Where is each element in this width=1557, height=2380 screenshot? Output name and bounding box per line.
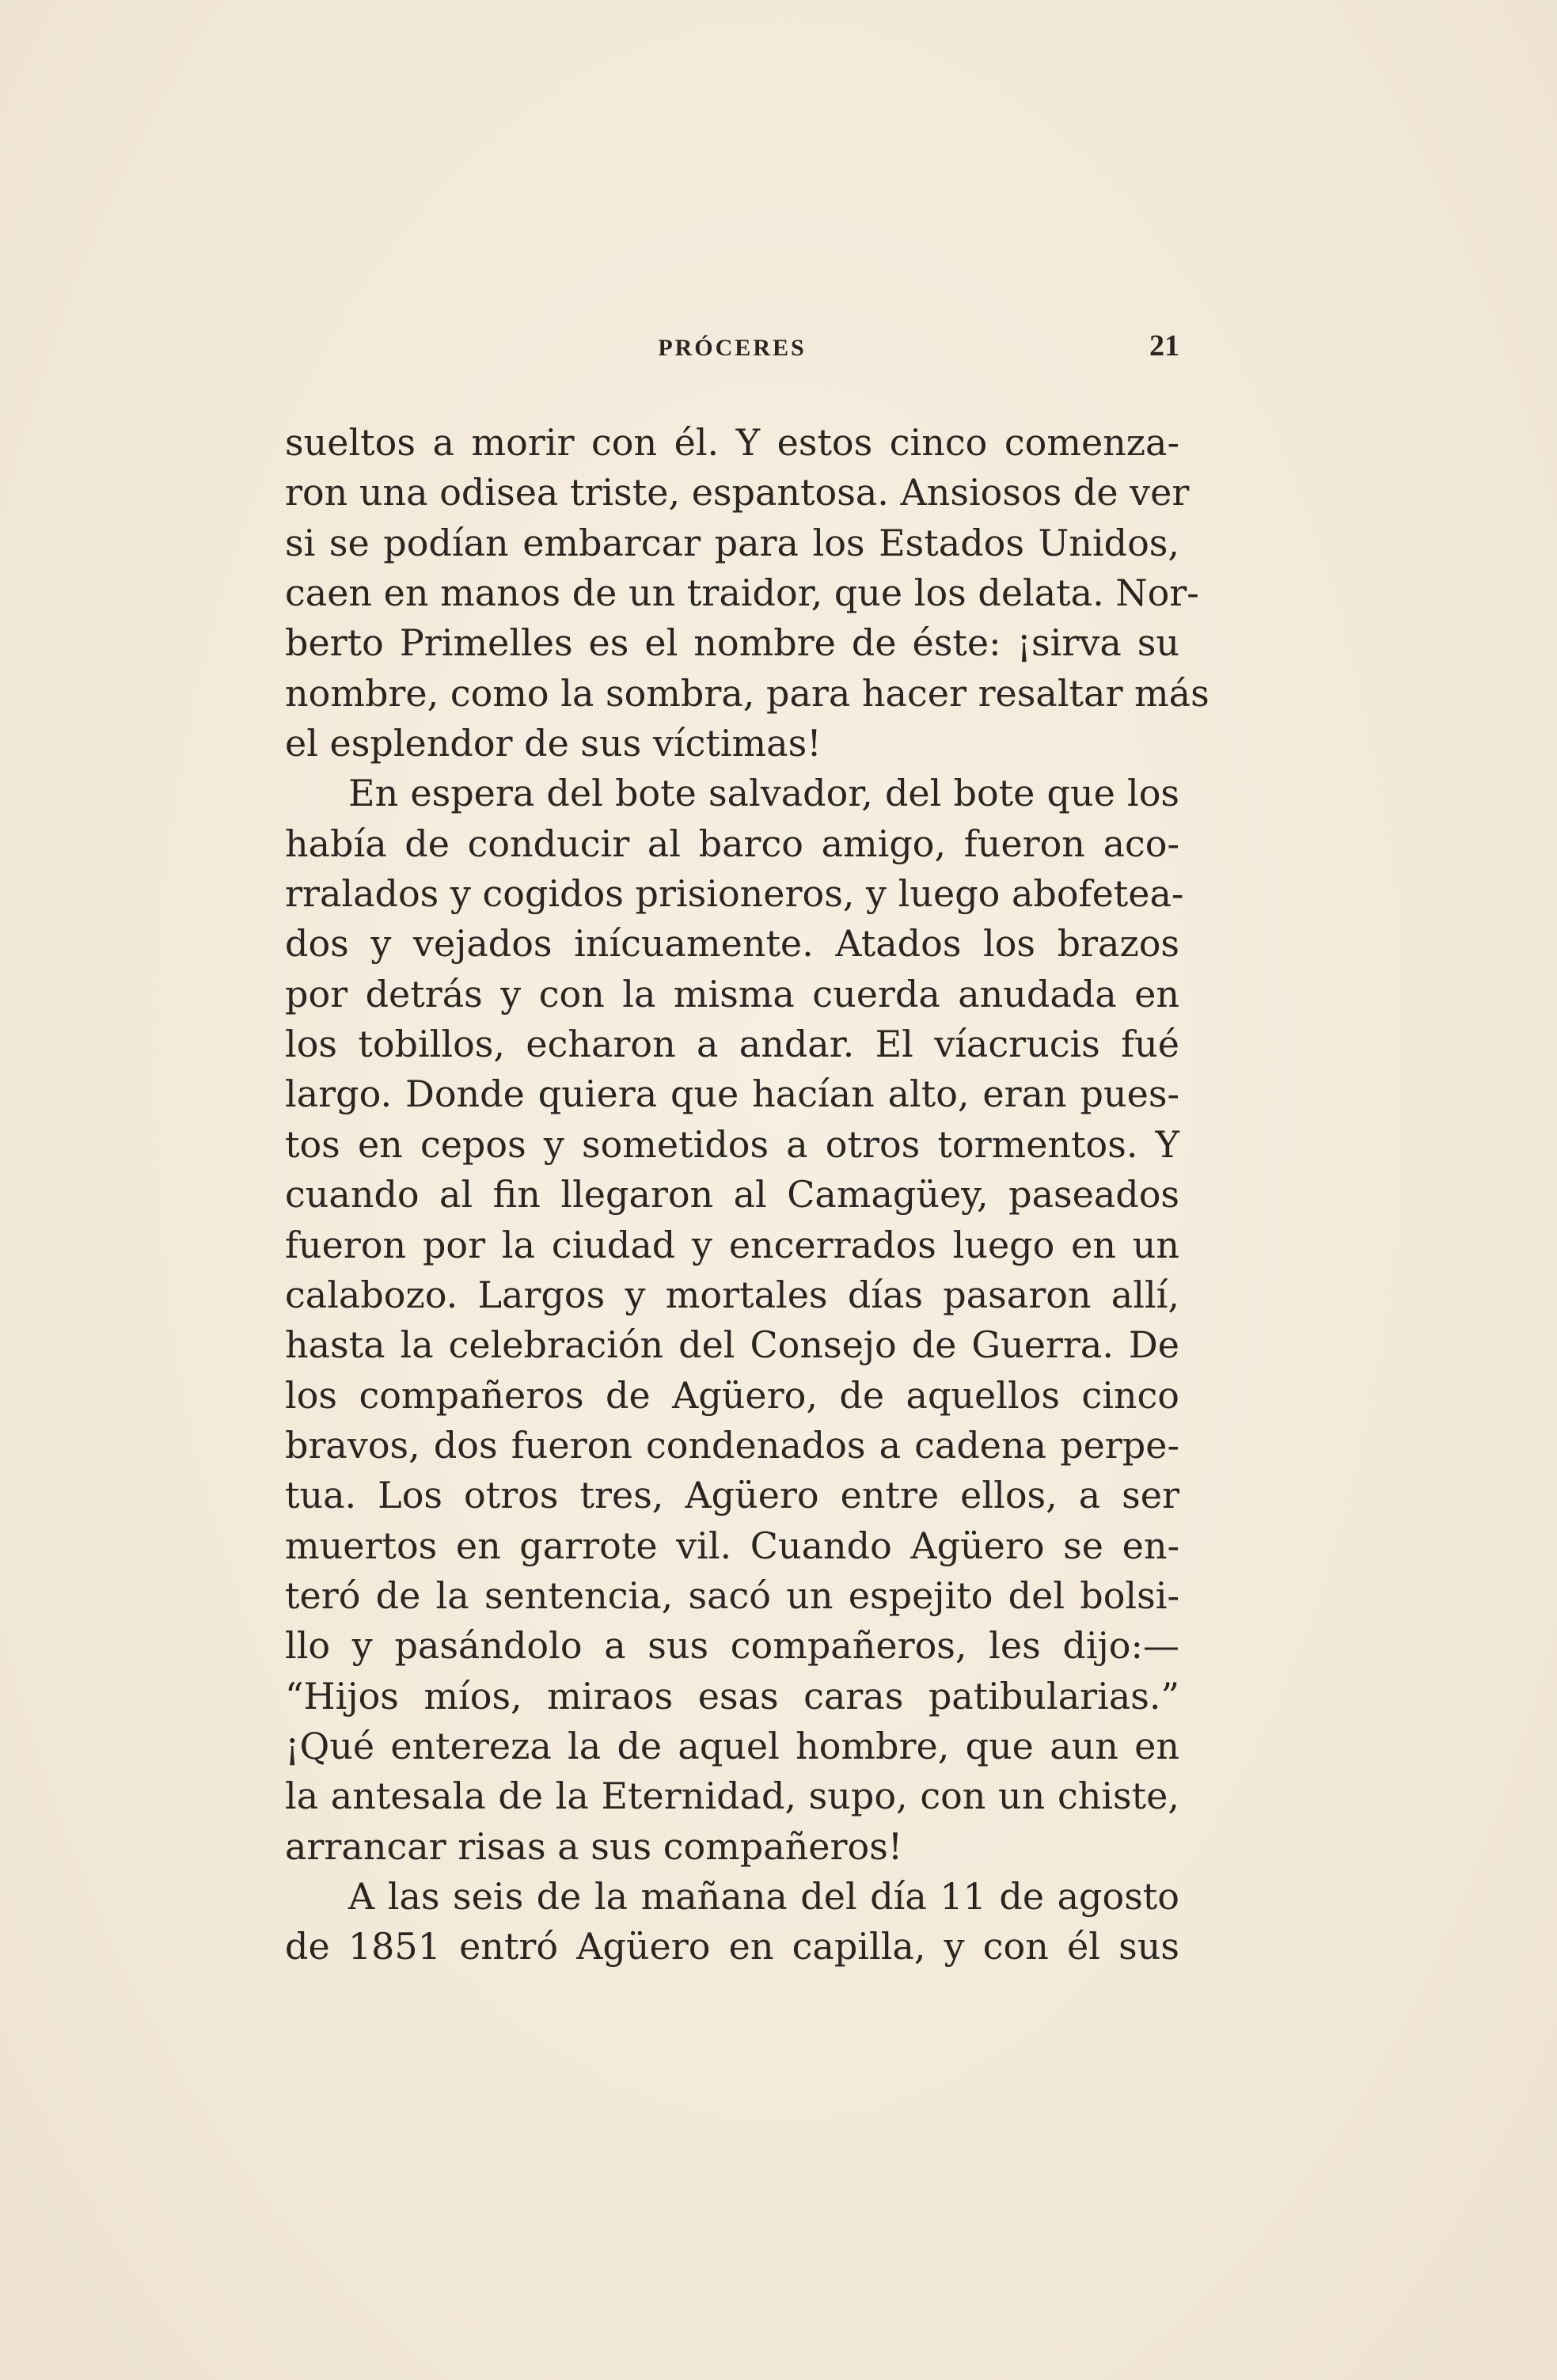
text-line: hasta la celebración del Consejo de Guerra. De xyxy=(285,1323,1179,1367)
text-line: En espera del bote salvador, del bote que los xyxy=(348,772,1179,815)
text-line: llo y pasándolo a sus compañeros, les dijo:— xyxy=(285,1624,1179,1668)
text-line: sueltos a morir con él. Y estos cinco comenza- xyxy=(285,421,1179,464)
text-line: teró de la sentencia, sacó un espejito del bolsi- xyxy=(285,1573,1179,1617)
running-title: PRÓCERES xyxy=(658,335,807,361)
text-line: arrancar risas a sus compañeros! xyxy=(285,1824,903,1868)
text-line: muertos en garrote vil. Cuando Agüero se en- xyxy=(285,1524,1179,1567)
text-line: nombre, como la sombra, para hacer resaltar más xyxy=(285,671,1210,715)
text-line: A las seis de la mañana del día 11 de agosto xyxy=(348,1874,1179,1918)
text-line: tos en cepos y sometidos a otros tormentos. Y xyxy=(285,1122,1179,1166)
text-line: caen en manos de un traidor, que los delata. Nor- xyxy=(285,571,1199,615)
text-line: calabozo. Largos y mortales días pasaron allí, xyxy=(285,1273,1179,1316)
text-line: dos y vejados inícuamente. Atados los brazos xyxy=(285,922,1179,966)
text-line: los tobillos, echaron a andar. El víacrucis fué xyxy=(285,1023,1179,1066)
page-number: 21 xyxy=(1149,329,1179,363)
running-header xyxy=(285,328,1179,368)
text-line: berto Primelles es el nombre de éste: ¡sirva su xyxy=(285,621,1179,665)
text-line: bravos, dos fueron condenados a cadena perpe- xyxy=(285,1423,1179,1467)
text-line: la antesala de la Eternidad, supo, con un chiste, xyxy=(285,1775,1179,1818)
text-line: había de conducir al barco amigo, fueron aco- xyxy=(285,822,1179,865)
body-text xyxy=(285,418,1210,1972)
text-line: rralados y cogidos prisioneros, y luego abofetea- xyxy=(285,872,1184,916)
text-line: tua. Los otros tres, Agüero entre ellos, a ser xyxy=(285,1474,1179,1517)
text-line: ¡Qué entereza la de aquel hombre, que aun en xyxy=(285,1724,1179,1767)
text-line: cuando al fin llegaron al Camagüey, paseados xyxy=(285,1173,1179,1217)
text-line: el esplendor de sus víctimas! xyxy=(285,722,822,765)
text-line: ron una odisea triste, espantosa. Ansiosos de ver xyxy=(285,471,1190,514)
text-line: “Hijos míos, miraos esas caras patibularias.” xyxy=(285,1674,1179,1718)
text-line: los compañeros de Agüero, de aquellos cinco xyxy=(285,1373,1179,1417)
text-line: largo. Donde quiera que hacían alto, eran pues- xyxy=(285,1072,1179,1116)
text-line: fueron por la ciudad y encerrados luego en un xyxy=(285,1223,1179,1266)
text-line: por detrás y con la misma cuerda anudada en xyxy=(285,972,1179,1015)
text-line: si se podían embarcar para los Estados Unidos, xyxy=(285,521,1179,564)
text-line: de 1851 entró Agüero en capilla, y con él sus xyxy=(285,1925,1179,1968)
